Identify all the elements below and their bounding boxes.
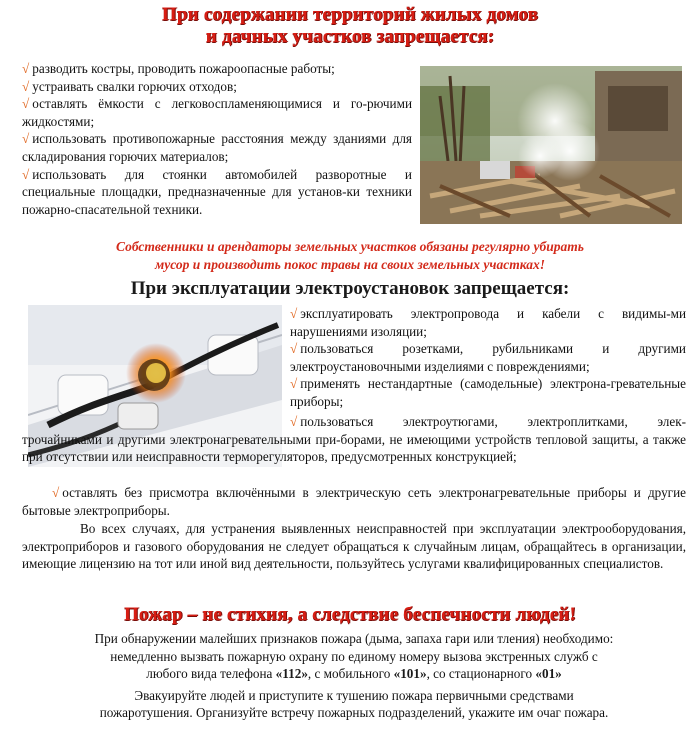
phone-01: «01» [535,666,562,682]
advice-paragraph: Во всех случаях, для устранения выявленных неисправностей при эксплуатации электрооборудования, электроприборов и газового оборудования не следует обращаться к случайным лицам, обращайтесь в организации, имеющие лицензию на тот или иной вид деятельности, пользуйтесь услугами квалифицированных специалистов. [22,521,686,572]
section2-title: При эксплуатации электроустановок запрещается: [130,278,570,299]
checkmark-icon: √ [290,414,298,429]
phone-101: «101» [393,666,427,682]
section3-text [22,630,686,722]
list-item: √ применять нестандартные (самодельные) электрона-гревательные приборы; [290,376,686,409]
list-item: √ использовать противопожарные расстояния между зданиями для складирования горючих материалов; [22,131,412,164]
checkmark-icon: √ [290,306,298,321]
yard-debris-photo [420,66,682,224]
section1-title-line2: и дачных участков запрещается: [205,26,495,47]
checkmark-icon: √ [22,131,30,147]
evacuate-line2: пожаротушения. Организуйте встречу пожарных подразделений, укажите им очаг пожара. [99,705,609,721]
list-item: √ пользоваться розетками, рубильниками и другими электроустановочными изделиями с повреждениями; [290,341,686,374]
fire-instructions-line1: При обнаружении малейших признаков пожара (дыма, запаха гари или тления) необходимо: [94,631,614,646]
fire-instructions-line3: любого вида телефона «112», с мобильного «101», со стационарного «01» [146,666,562,682]
list-item: √ пользоваться электроутюгами, электроплитками, элек-трочайниками и другими электронагревательными при-борами, не имеющими устройств тепловой защиты, а также при отсутствии или неисправности терморегуляторов, предусмотренных конструкцией; [22,414,686,465]
fire-instructions-line2: немедленно вызвать пожарную охрану по единому номеру вызова экстренных служб с [110,648,598,664]
section1-list [22,60,412,218]
section2-list-right [290,305,686,411]
section1-title [0,4,700,48]
checkmark-icon: √ [52,485,60,500]
section3-title: Пожар – не стихия, а следствие беспечности людей! [123,604,577,625]
phone-112: «112» [275,666,308,682]
owners-note [0,238,700,274]
list-item: √ оставлять без присмотра включёнными в электрическую сеть электронагревательные приборы и другие бытовые электроприборы. [22,485,686,518]
checkmark-icon: √ [22,166,30,182]
section1-title-line1: При содержании территорий жилых домов [161,4,539,25]
evacuate-line1: Эвакуируйте людей и приступите к тушению пожара первичными средствами [134,687,574,703]
list-item: √ разводить костры, проводить пожароопасные работы; [22,61,335,76]
checkmark-icon: √ [22,78,30,94]
list-item: √ использовать для стоянки автомобилей разворотные и специальные площадки, предназначенные для установ-ки техники пожарно-спасательной техники. [22,166,412,217]
checkmark-icon: √ [22,96,30,112]
list-item: √ устраивать свалки горючих отходов; [22,78,237,94]
section2-item4-start [22,413,686,466]
section2-list-tail [22,484,686,519]
section2-paragraph [22,520,686,573]
owners-note-line2: мусор и производить покос травы на своих земельных участках! [155,257,545,272]
checkmark-icon: √ [290,376,298,392]
list-item: √ оставлять ёмкости с легковоспламеняющимися и го-рючими жидкостями; [22,96,412,129]
checkmark-icon: √ [22,61,30,76]
owners-note-line1: Собственники и арендаторы земельных участков обязаны регулярно убирать [116,239,584,254]
checkmark-icon: √ [290,341,298,357]
list-item: √ эксплуатировать электропровода и кабели с видимы-ми нарушениями изоляции; [290,306,686,339]
